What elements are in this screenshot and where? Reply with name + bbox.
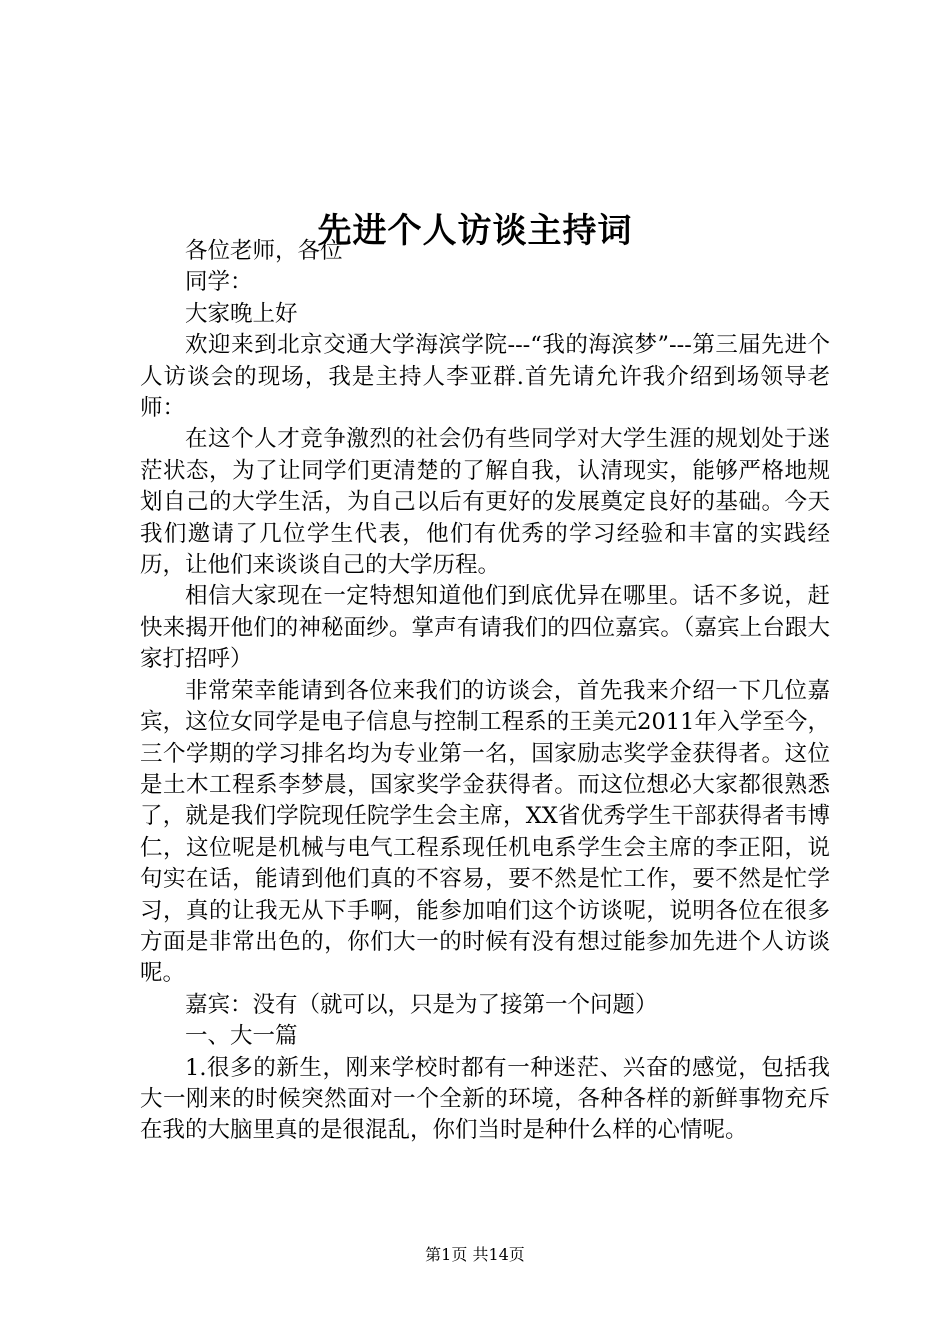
paragraph-purpose: 在这个人才竞争激烈的社会仍有些同学对大学生涯的规划处于迷茫状态，为了让同学们更清楚的了解自我，认清现实，能够严格地规划自己的大学生活，为自己以后有更好的发展奠定良好的基础。今天我们邀请了几位学生代表，他们有优秀的学习经验和丰富的实践经历，让他们来谈谈自己的大学历程。 [140,426,830,579]
paragraph-introduce-guests: 非常荣幸能请到各位来我们的访谈会，首先我来介绍一下几位嘉宾，这位女同学是电子信息与控制工程系的王美元2011年入学至今，三个学期的学习排名均为专业第一名，国家励志奖学金获得者。这位是土木工程系李梦晨，国家奖学金获得者。而这位想必大家都很熟悉了，就是我们学院现任院学生会主席，XX省优秀学生干部获得者韦博仁，这位呢是机械与电气工程系现任机电系学生会主席的李正阳，说句实在话，能请到他们真的不容易，要不然是忙工作，要不然是忙学习，真的让我无从下手啊，能参加咱们这个访谈呢，说明各位在很多方面是非常出色的，你们大一的时候有没有想过能参加先进个人访谈呢。 [140,677,830,987]
paragraph-question-1: 1.很多的新生，刚来学校时都有一种迷茫、兴奋的感觉，包括我大一刚来的时候突然面对一个全新的环境，各种各样的新鲜事物充斥在我的大脑里真的是很混乱，你们当时是种什么样的心情呢。 [140,1054,830,1144]
paragraph-invite-guests: 相信大家现在一定特想知道他们到底优异在哪里。话不多说，赶快来揭开他们的神秘面纱。掌声有请我们的四位嘉宾。（嘉宾上台跟大家打招呼） [140,583,830,673]
document-title: 先进个人访谈主持词 [317,210,633,251]
paragraph-greeting: 大家晚上好 [185,300,298,327]
paragraph-salutation: 各位老师，各位 [185,238,343,264]
paragraph-guest-reply: 嘉宾：没有（就可以，只是为了接第一个问题） [185,991,658,1018]
document-body [140,236,830,1147]
paragraph-salutation-cont: 同学： [185,269,253,296]
paragraph-welcome: 欢迎来到北京交通大学海滨学院---“我的海滨梦”---第三届先进个人访谈会的现场，我是主持人李亚群.首先请允许我介绍到场领导老师： [140,332,830,422]
page-footer: 第1页 共14页 [425,1245,525,1264]
section-heading-freshman: 一、大一篇 [185,1023,298,1050]
